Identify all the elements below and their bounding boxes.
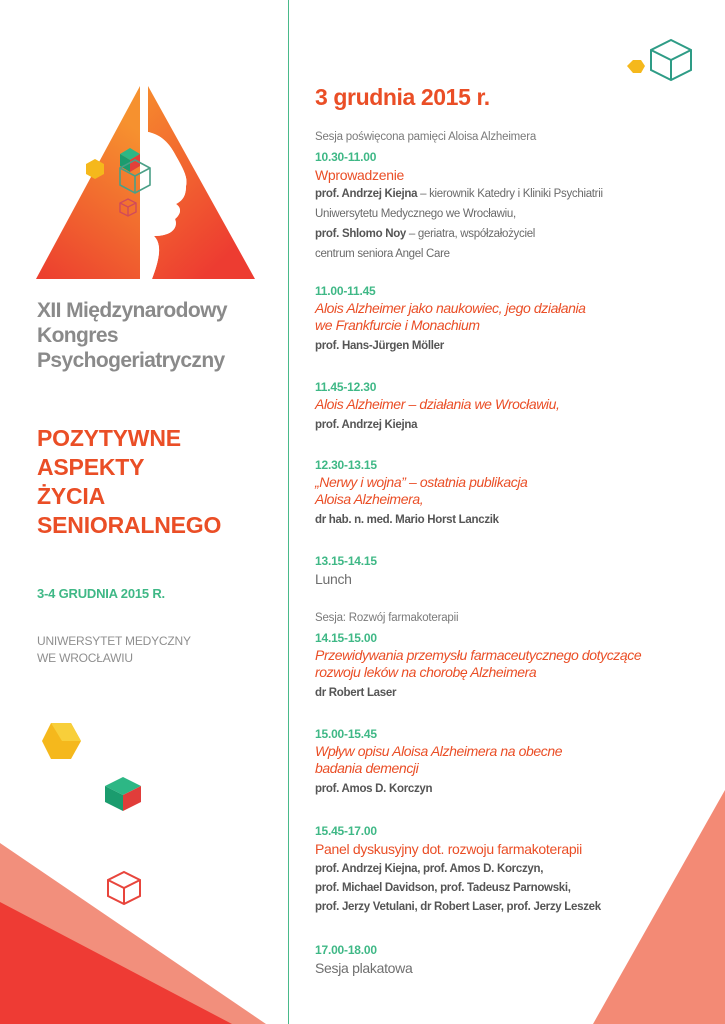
agenda-speakers: prof. Andrzej Kiejna, prof. Amos D. Korczyn, prof. Michael Davidson, prof. Tadeusz Parnowski, prof. Jerzy Vetulani, dr Robert Laser, prof. Jerzy Leszek — [315, 863, 601, 913]
agenda-time: 12.30-13.15 — [315, 458, 377, 472]
agenda-time: 15.45-17.00 — [315, 824, 377, 838]
top-right-hexagon-cube-icon — [624, 38, 696, 82]
agenda-title: Sesja plakatowa — [315, 960, 413, 976]
agenda-item-poster-session — [315, 942, 675, 977]
agenda-title: Alois Alzheimer – działania we Wrocławiu, — [315, 396, 560, 412]
agenda-time: 14.15-15.00 — [315, 631, 377, 645]
agenda-title: Wprowadzenie — [315, 167, 404, 183]
congress-logo — [36, 86, 258, 282]
agenda-title: Alois Alzheimer jako naukowiec, jego działania we Frankfurcie i Monachium — [315, 300, 586, 333]
agenda-speaker: dr Robert Laser — [315, 687, 397, 699]
agenda-time: 11.45-12.30 — [315, 380, 377, 394]
outline-cube-icon — [105, 870, 143, 906]
agenda-title: Przewidywania przemysłu farmaceutycznego dotyczące rozwoju leków na chorobę Alzheimera — [315, 647, 642, 680]
agenda-speaker: prof. Andrzej Kiejna — [315, 419, 418, 431]
agenda-time: 11.00-11.45 — [315, 284, 376, 298]
agenda-time: 17.00-18.00 — [315, 943, 377, 957]
agenda-item-lunch — [315, 553, 675, 588]
agenda-item-alzheimer-wroclaw — [315, 379, 675, 435]
agenda-title: Wpływ opisu Aloisa Alzheimera na obecne badania demencji — [315, 743, 563, 776]
agenda-time: 10.30-11.00 — [315, 150, 377, 164]
teal-outline-cube-icon — [651, 40, 691, 80]
day-title: 3 grudnia 2015 r. — [315, 84, 490, 110]
agenda-item-nerves-and-war — [315, 457, 675, 530]
agenda-item-dementia-research — [315, 726, 675, 799]
yellow-hexagon-icon — [41, 720, 83, 762]
agenda-title: Lunch — [315, 571, 352, 587]
agenda-title: „Nerwy i wojna” – ostatnia publikacja Aloisa Alzheimera, — [315, 474, 528, 507]
agenda-time: 15.00-15.45 — [315, 727, 377, 741]
agenda-item-alzheimer-scientist — [315, 283, 675, 356]
agenda-speakers: prof. Andrzej Kiejna – kierownik Katedry i Kliniki Psychiatrii Uniwersytetu Medycznego we Wrocławiu, prof. Shlomo Noy – geriatra, współzałożyciel centrum seniora Angel Care — [315, 188, 603, 260]
session-heading-pharmacotherapy: Sesja: Rozwój farmakoterapii — [315, 612, 459, 624]
agenda-speaker: prof. Hans-Jürgen Möller — [315, 340, 444, 352]
university-name: UNIWERSYTET MEDYCZNY WE WROCŁAWIU — [37, 634, 191, 665]
session-heading-alzheimer: Sesja poświęcona pamięci Aloisa Alzheimera — [315, 131, 537, 143]
small-yellow-hexagon-icon — [627, 60, 645, 73]
green-red-cube-icon — [104, 777, 142, 811]
agenda-speaker: dr hab. n. med. Mario Horst Lanczik — [315, 514, 499, 526]
congress-dates: 3-4 GRUDNIA 2015 R. — [37, 586, 165, 601]
agenda-time: 13.15-14.15 — [315, 554, 377, 568]
agenda-item-pharma-predictions — [315, 630, 675, 703]
column-divider — [288, 0, 289, 1024]
agenda-title: Panel dyskusyjny dot. rozwoju farmakoterapii — [315, 841, 582, 857]
agenda-speaker: prof. Amos D. Korczyn — [315, 783, 433, 795]
agenda-item-panel — [315, 823, 675, 917]
congress-theme: POZYTYWNE ASPEKTY ŻYCIA SENIORALNEGO — [37, 425, 222, 538]
agenda-item-opening — [315, 149, 675, 264]
congress-name: XII Międzynarodowy Kongres Psychogeriatryczny — [37, 299, 227, 372]
